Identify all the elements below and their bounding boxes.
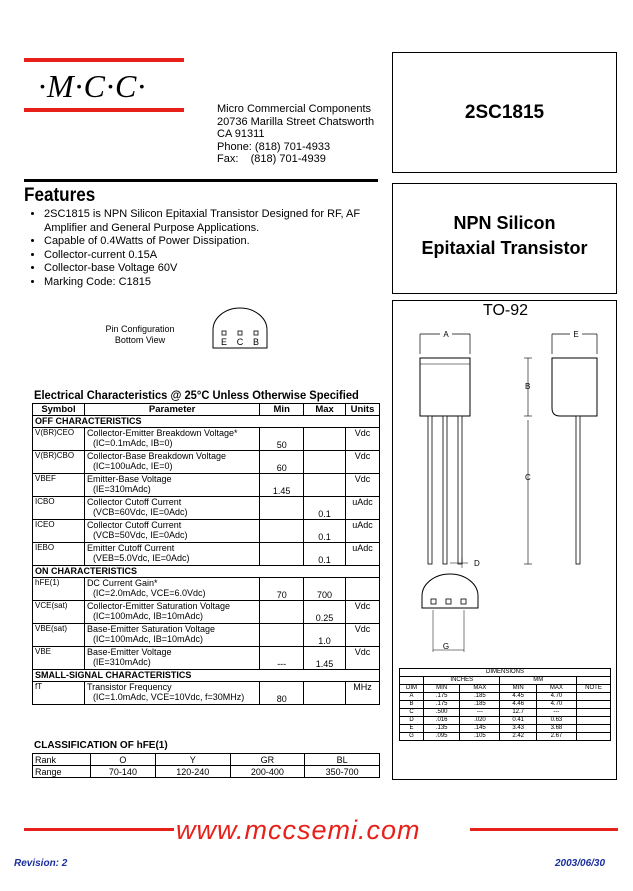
features-heading: Features <box>24 185 96 206</box>
symbol-cell: VBE <box>33 647 85 670</box>
parameter-cell <box>84 497 259 520</box>
dim-label-g: G <box>442 642 450 651</box>
range-cell: 120-240 <box>155 766 230 778</box>
dim-cell: 0.41 <box>500 717 536 725</box>
package-drawing <box>400 320 610 660</box>
pin-config-line2: Bottom View <box>114 335 166 345</box>
dim-header: MAX <box>536 685 576 693</box>
dim-cell <box>577 693 611 701</box>
parameter-condition: (IC=100mAdc, IB=10mAdc) <box>92 634 203 644</box>
symbol-cell: fT <box>33 682 85 705</box>
max-cell: 0.1 <box>304 497 346 520</box>
pin-config-diagram <box>205 306 275 352</box>
dim-cell <box>577 733 611 741</box>
dim-cell: .185 <box>460 693 500 701</box>
dim-header: DIM <box>400 685 424 693</box>
table-row <box>33 497 380 520</box>
ss-section-title: SMALL-SIGNAL CHARACTERISTICS <box>33 670 380 682</box>
dim-cell <box>577 717 611 725</box>
symbol-cell: VCE(sat) <box>33 601 85 624</box>
unit-cell: Vdc <box>346 647 380 670</box>
dim-cell: B <box>400 701 424 709</box>
symbol-cell: VBEF <box>33 474 85 497</box>
dim-row <box>400 709 611 717</box>
max-cell <box>304 451 346 474</box>
table-row <box>33 601 380 624</box>
feature-item: • Capable of 0.4Watts of Power Dissipation. <box>44 235 384 249</box>
parameter-condition: (IE=310mAdc) <box>92 657 151 667</box>
max-cell: 0.1 <box>304 543 346 566</box>
revision: Revision: 2 <box>14 858 68 869</box>
min-cell <box>260 497 304 520</box>
parameter-cell <box>84 647 259 670</box>
dim-cell: .175 <box>424 693 460 701</box>
dim-cell: 4.45 <box>500 693 536 701</box>
company-fax: Fax: (818) 701-4939 <box>217 153 326 165</box>
parameter-name: Collector-Base Breakdown Voltage <box>86 451 227 461</box>
feature-item: • 2SC1815 is NPN Silicon Epitaxial Transistor Designed for RF, AF Amplifier and General Purpose Applications. <box>44 208 384 235</box>
parameter-cell <box>84 601 259 624</box>
dim-row <box>400 733 611 741</box>
symbol-cell: V(BR)CBO <box>33 451 85 474</box>
range-cell: 70-140 <box>91 766 156 778</box>
rank-cell: Y <box>155 754 230 766</box>
min-cell: 80 <box>260 682 304 705</box>
dim-header: MIN <box>424 685 460 693</box>
symbol-cell: V(BR)CEO <box>33 428 85 451</box>
max-cell: 0.25 <box>304 601 346 624</box>
min-cell: 70 <box>260 578 304 601</box>
min-cell: --- <box>260 647 304 670</box>
unit-cell: uAdc <box>346 497 380 520</box>
pin-label-c: C <box>236 337 244 347</box>
parameter-condition: (IC=2.0mAdc, VCE=6.0Vdc) <box>92 588 206 598</box>
dim-cell <box>577 709 611 717</box>
max-cell <box>304 474 346 497</box>
website-url[interactable]: www.mccsemi.com <box>176 815 421 845</box>
max-cell <box>304 428 346 451</box>
rank-cell: GR <box>230 754 305 766</box>
classification-heading: CLASSIFICATION OF hFE(1) <box>34 740 168 751</box>
table-row <box>33 543 380 566</box>
unit-cell: Vdc <box>346 474 380 497</box>
max-cell: 1.0 <box>304 624 346 647</box>
min-cell <box>260 520 304 543</box>
symbol-cell: ICEO <box>33 520 85 543</box>
parameter-cell <box>84 682 259 705</box>
dim-cell: .145 <box>460 725 500 733</box>
symbol-cell: ICBO <box>33 497 85 520</box>
min-cell: 50 <box>260 428 304 451</box>
table-row <box>33 520 380 543</box>
dim-mm: MM <box>500 677 577 685</box>
features-list <box>24 208 384 289</box>
dim-cell: 4.46 <box>500 701 536 709</box>
dim-cell: 4.70 <box>536 701 576 709</box>
dim-cell: .020 <box>460 717 500 725</box>
parameter-cell <box>84 624 259 647</box>
parameter-cell <box>84 543 259 566</box>
unit-cell: Vdc <box>346 428 380 451</box>
unit-cell: uAdc <box>346 543 380 566</box>
dim-cell: .135 <box>424 725 460 733</box>
description-line2: Epitaxial Transistor <box>421 238 588 258</box>
min-cell: 60 <box>260 451 304 474</box>
parameter-cell <box>84 428 259 451</box>
footer-right-bar <box>470 828 618 831</box>
logo-top-bar <box>24 58 184 62</box>
symbol-cell: VBE(sat) <box>33 624 85 647</box>
parameter-condition: (IC=1.0mAdc, VCE=10Vdc, f=30MHz) <box>92 692 245 702</box>
table-row <box>33 682 380 705</box>
dim-cell: --- <box>536 709 576 717</box>
min-cell <box>260 543 304 566</box>
min-cell <box>260 624 304 647</box>
col-min: Min <box>260 404 304 416</box>
header-rule <box>24 179 378 182</box>
pin-label-e: E <box>220 337 228 347</box>
range-cell: 350-700 <box>305 766 380 778</box>
company-name: Micro Commercial Components <box>217 103 372 115</box>
dim-cell: .175 <box>424 701 460 709</box>
dim-cell: 3.43 <box>500 725 536 733</box>
dim-cell: .016 <box>424 717 460 725</box>
parameter-name: DC Current Gain* <box>86 578 158 588</box>
dim-label-a: A <box>443 330 449 339</box>
dim-header: MAX <box>460 685 500 693</box>
dim-label-d: D <box>474 559 480 568</box>
dim-header: MIN <box>500 685 536 693</box>
classification-table <box>32 753 380 778</box>
parameter-condition: (VCB=60Vdc, IE=0Adc) <box>92 507 188 517</box>
unit-cell: Vdc <box>346 451 380 474</box>
pin-config-label <box>90 324 190 346</box>
dim-cell <box>577 701 611 709</box>
parameter-condition: (IC=100uAdc, IE=0) <box>92 461 173 471</box>
table-row <box>33 428 380 451</box>
part-number: 2SC1815 <box>464 102 545 123</box>
unit-cell: uAdc <box>346 520 380 543</box>
table-row <box>33 474 380 497</box>
dim-cell: G <box>400 733 424 741</box>
parameter-cell <box>84 474 259 497</box>
revision-date: 2003/06/30 <box>555 858 606 869</box>
description-box <box>392 183 617 294</box>
dim-cell: 12.7 <box>500 709 536 717</box>
range-label: Range <box>33 766 91 778</box>
feature-item: • Collector-current 0.15A <box>44 249 384 263</box>
parameter-name: Collector-Emitter Breakdown Voltage* <box>86 428 238 438</box>
parameter-name: Emitter Cutoff Current <box>86 543 175 553</box>
unit-cell: Vdc <box>346 601 380 624</box>
table-row <box>33 647 380 670</box>
description-line1: NPN Silicon <box>453 213 556 233</box>
parameter-name: Base-Emitter Voltage <box>86 647 172 657</box>
unit-cell: Vdc <box>346 624 380 647</box>
dim-empty <box>577 677 611 685</box>
description <box>393 211 616 261</box>
max-cell <box>304 682 346 705</box>
dim-cell: .095 <box>424 733 460 741</box>
table-row <box>33 451 380 474</box>
dim-label-e: E <box>573 330 579 339</box>
package-name: TO-92 <box>483 302 529 319</box>
table-row <box>33 624 380 647</box>
col-parameter: Parameter <box>84 404 259 416</box>
dimensions-title: DIMENSIONS <box>400 669 611 677</box>
parameter-cell <box>84 578 259 601</box>
dim-cell: 3.68 <box>536 725 576 733</box>
off-section-title: OFF CHARACTERISTICS <box>33 416 380 428</box>
col-units: Units <box>346 404 380 416</box>
part-number-box <box>392 52 617 173</box>
dimensions-table <box>399 668 611 741</box>
parameter-name: Collector-Emitter Saturation Voltage <box>86 601 231 611</box>
dim-cell: .500 <box>424 709 460 717</box>
electrical-heading: Electrical Characteristics @ 25°C Unless Otherwise Specified <box>34 388 359 402</box>
parameter-cell <box>84 520 259 543</box>
parameter-condition: (IC=0.1mAdc, IB=0) <box>92 438 173 448</box>
company-street: 20736 Marilla Street Chatsworth <box>217 115 375 128</box>
pin-label-b: B <box>252 337 260 347</box>
logo: ·M·C·C· <box>38 68 147 104</box>
col-symbol: Symbol <box>33 404 85 416</box>
dim-cell: 2.42 <box>500 733 536 741</box>
table-row <box>33 578 380 601</box>
dim-cell: .185 <box>460 701 500 709</box>
rank-cell: O <box>91 754 156 766</box>
rank-cell: BL <box>305 754 380 766</box>
footer-left-bar <box>24 828 174 831</box>
on-section-title: ON CHARACTERISTICS <box>33 566 380 578</box>
dim-cell: A <box>400 693 424 701</box>
company-address <box>217 103 374 166</box>
max-cell: 700 <box>304 578 346 601</box>
symbol-cell: IEBO <box>33 543 85 566</box>
dim-cell: 0.63 <box>536 717 576 725</box>
dim-cell: 4.70 <box>536 693 576 701</box>
col-max: Max <box>304 404 346 416</box>
dim-row <box>400 725 611 733</box>
dim-cell: E <box>400 725 424 733</box>
company-phone: Phone: (818) 701-4933 <box>217 140 331 153</box>
parameter-condition: (VCB=50Vdc, IE=0Adc) <box>92 530 188 540</box>
rank-label: Rank <box>33 754 91 766</box>
unit-cell <box>346 578 380 601</box>
parameter-condition: (IE=310mAdc) <box>92 484 151 494</box>
range-cell: 200-400 <box>230 766 305 778</box>
dim-inches: INCHES <box>424 677 500 685</box>
dim-label-c: C <box>525 473 531 482</box>
dim-cell: C <box>400 709 424 717</box>
dim-row <box>400 717 611 725</box>
parameter-condition: (VEB=5.0Vdc, IE=0Adc) <box>92 553 190 563</box>
company-city: CA 91311 <box>217 128 265 140</box>
unit-cell: MHz <box>346 682 380 705</box>
dim-cell <box>577 725 611 733</box>
dim-cell: .105 <box>460 733 500 741</box>
feature-item: • Collector-base Voltage 60V <box>44 262 384 276</box>
dim-empty <box>400 677 424 685</box>
dim-cell: --- <box>460 709 500 717</box>
parameter-name: Collector Cutoff Current <box>86 520 182 530</box>
dim-cell: 2.67 <box>536 733 576 741</box>
symbol-cell: hFE(1) <box>33 578 85 601</box>
dim-row <box>400 693 611 701</box>
dim-row <box>400 701 611 709</box>
dim-label-b: B <box>525 382 531 391</box>
parameter-cell <box>84 451 259 474</box>
electrical-table <box>32 403 380 705</box>
parameter-condition: (IC=100mAdc, IB=10mAdc) <box>92 611 203 621</box>
parameter-name: Collector Cutoff Current <box>86 497 182 507</box>
parameter-name: Base-Emitter Saturation Voltage <box>86 624 216 634</box>
feature-item: • Marking Code: C1815 <box>44 276 384 290</box>
dim-cell: D <box>400 717 424 725</box>
max-cell: 1.45 <box>304 647 346 670</box>
min-cell <box>260 601 304 624</box>
parameter-name: Transistor Frequency <box>86 682 172 692</box>
pin-config-line1: Pin Configuration <box>105 324 175 334</box>
parameter-name: Emitter-Base Voltage <box>86 474 172 484</box>
max-cell: 0.1 <box>304 520 346 543</box>
dim-header: NOTE <box>577 685 611 693</box>
logo-bottom-bar <box>24 108 184 112</box>
min-cell: 1.45 <box>260 474 304 497</box>
